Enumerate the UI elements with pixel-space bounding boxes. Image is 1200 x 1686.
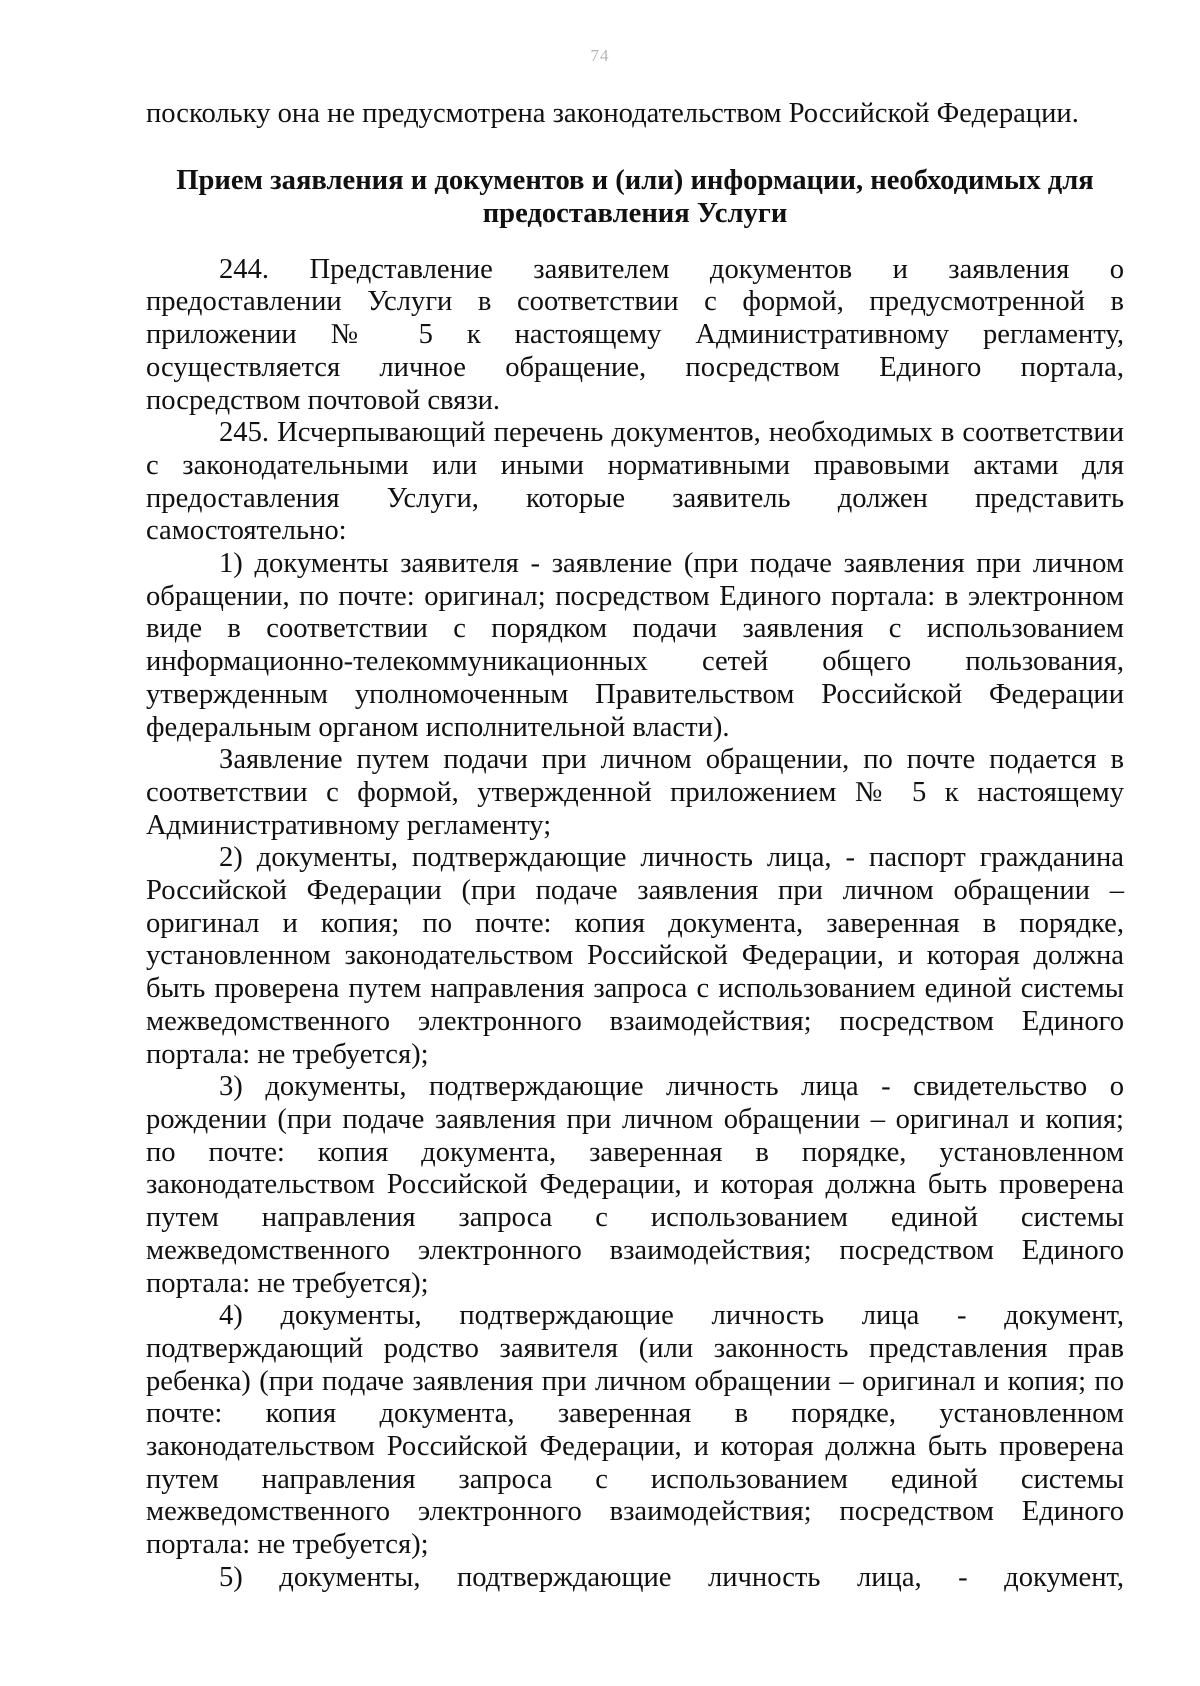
document-body — [146, 98, 1124, 1595]
section-heading: Прием заявления и документов и (или) информации, необходимых для предоставления Услуги — [176, 164, 1094, 229]
list-item-1: 1) документы заявителя - заявление (при подаче заявления при личном обращении, по почте: оригинал; посредством Единого портала: в электронном виде в соответствии с порядком подачи заявления с использованием информационно-телекоммуникационных сетей общего пользования, утвержденным уполномоченным Правительством Российской Федерации федеральным органом исполнительной власти). — [146, 548, 1124, 743]
list-item-5: 5) документы, подтверждающие личность лица, - документ, — [219, 1561, 1124, 1593]
list-item-3: 3) документы, подтверждающие личность лица - свидетельство о рождении (при подаче заявления при личном обращении – оригинал и копия; по почте: копия документа, заверенная в порядке, установленном законодательством Российской Федерации, и которая должна быть проверена путем направления запроса с использованием единой системы межведомственного электронного взаимодействия; посредством Единого портала: не требуется); — [146, 1071, 1124, 1299]
list-item-2: 2) документы, подтверждающие личность лица, - паспорт гражданина Российской Федерации (при подаче заявления при личном обращении – оригинал и копия; по почте: копия документа, заверенная в порядке, установленном законодательством Российской Федерации, и которая должна быть проверена путем направления запроса с использованием единой системы межведомственного электронного взаимодействия; посредством Единого портала: не требуется); — [146, 842, 1124, 1070]
paragraph-application-form: Заявление путем подачи при личном обращении, по почте подается в соответствии с формой, утвержденной приложением № 5 к настоящему Административному регламенту; — [146, 744, 1124, 841]
page-number: 74 — [590, 46, 610, 65]
list-item-4: 4) документы, подтверждающие личность лица - документ, подтверждающий родство заявителя (или законность представления прав ребенка) (при подаче заявления при личном обращении – оригинал и копия; по почте: копия документа, заверенная в порядке, установленном законодательством Российской Федерации, и которая должна быть проверена путем направления запроса с использованием единой системы межведомственного электронного взаимодействия; посредством Единого портала: не требуется); — [146, 1300, 1124, 1561]
lead-line: поскольку она не предусмотрена законодательством Российской Федерации. — [146, 98, 1079, 129]
paragraph-245: 245. Исчерпывающий перечень документов, необходимых в соответствии с законодательными или иными нормативными правовыми актами для предоставления Услуги, которые заявитель должен представить самостоятельно: — [146, 417, 1124, 547]
paragraph-244: 244. Представление заявителем документов и заявления о предоставлении Услуги в соответствии с формой, предусмотренной в приложении № 5 к настоящему Административному регламенту, осуществляется личное обращение, посредством Единого портала, посредством почтовой связи. — [146, 253, 1124, 416]
